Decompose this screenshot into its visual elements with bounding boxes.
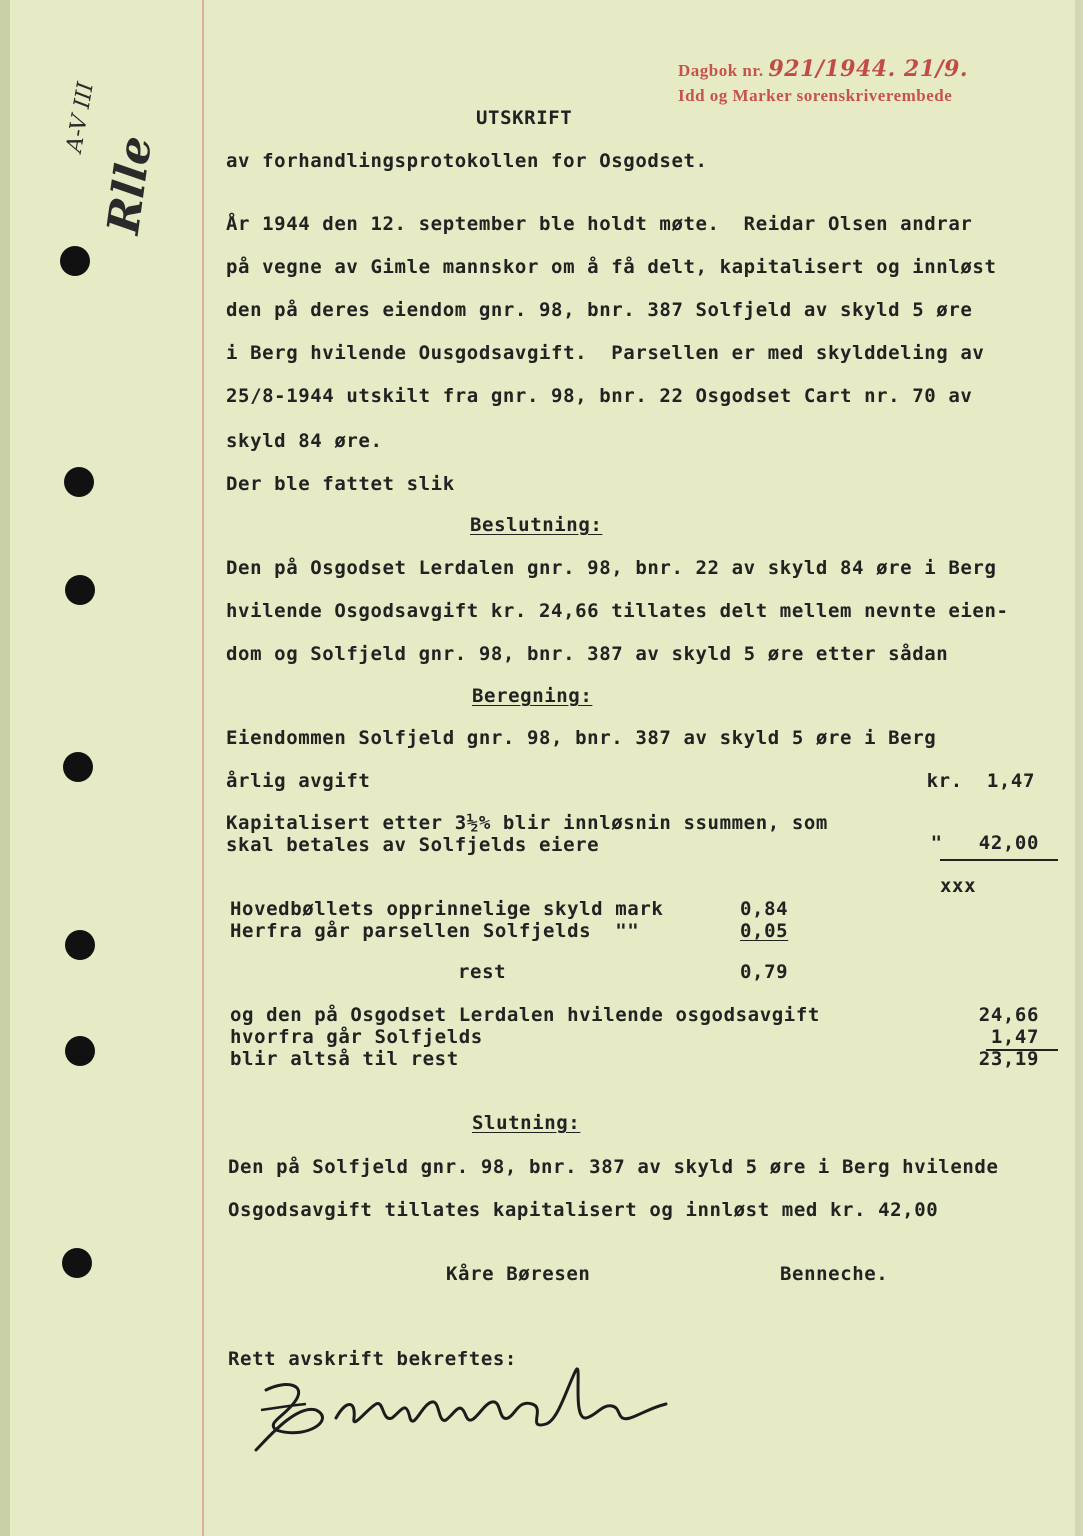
beregning-line: skal betales av Solfjelds eiere: [226, 834, 600, 856]
intro-line: Der ble fattet slik: [226, 473, 455, 495]
avgift-row-label: og den på Osgodset Lerdalen hvilende osgodsavgift: [230, 1004, 820, 1026]
slutning-line: Osgodsavgift tillates kapitalisert og innløst med kr. 42,00: [228, 1199, 939, 1221]
intro-line: skyld 84 øre.: [226, 430, 383, 452]
beregning-label: årlig avgift: [226, 770, 371, 792]
skyld-row-label: rest: [458, 961, 507, 983]
beslutning-line: Den på Osgodset Lerdalen gnr. 98, bnr. 22 av skyld 84 øre i Berg: [226, 557, 997, 579]
beslutning-line: hvilende Osgodsavgift kr. 24,66 tillates delt mellem nevnte eien-: [226, 600, 1009, 622]
intro-line: i Berg hvilende Ousgodsavgift. Parsellen er med skylddeling av: [226, 342, 985, 364]
punch-hole: [63, 752, 93, 782]
stamp-handwritten-number: 921/1944. 21/9.: [768, 56, 969, 82]
marginal-note-top: A-V III: [62, 80, 99, 155]
underline-rule: [940, 859, 1058, 861]
intro-line: den på deres eiendom gnr. 98, bnr. 387 Solfjeld av skyld 5 øre: [226, 299, 973, 321]
beregning-annual-fee: kr. 1,47: [926, 770, 1035, 792]
avgift-row-value: 1,47: [990, 1026, 1039, 1048]
marginal-note-initials: Rlle: [98, 132, 163, 238]
skyld-row-value: 0,84: [740, 898, 789, 920]
avgift-row-label: blir altså til rest: [230, 1048, 459, 1070]
certification-text: Rett avskrift bekreftes:: [228, 1348, 517, 1370]
punch-hole: [64, 467, 94, 497]
punch-hole: [60, 246, 90, 276]
beslutning-heading: Beslutning:: [470, 514, 603, 536]
intro-line: på vegne av Gimle mannskor om å få delt, kapitalisert og innløst: [226, 256, 997, 278]
punch-hole: [65, 1036, 95, 1066]
beregning-capital-sum: " 42,00: [930, 832, 1039, 854]
margin-rule: [202, 0, 204, 1536]
beregning-line: Kapitalisert etter 3½% blir innløsnin ssummen, som: [226, 812, 828, 834]
slutning-line: Den på Solfjeld gnr. 98, bnr. 387 av skyld 5 øre i Berg hvilende: [228, 1156, 999, 1178]
document-title: UTSKRIFT: [476, 107, 573, 129]
beslutning-line: dom og Solfjeld gnr. 98, bnr. 387 av skyld 5 øre etter sådan: [226, 643, 949, 665]
punch-hole: [65, 575, 95, 605]
slutning-heading: Slutning:: [472, 1112, 581, 1134]
document-subtitle: av forhandlingsprotokollen for Osgodset.: [226, 150, 708, 172]
signatory-left: Kåre Børesen: [446, 1263, 591, 1285]
registry-stamp-line1: [678, 56, 968, 82]
struck-mark: xxx: [940, 875, 977, 897]
beregning-heading: Beregning:: [472, 685, 593, 707]
skyld-row-label: Hovedbøllets opprinnelige skyld mark: [230, 898, 664, 920]
avgift-row-value: 24,66: [978, 1004, 1039, 1026]
registry-stamp-line2: Idd og Marker sorenskriverembede: [678, 86, 953, 105]
signatory-right: Benneche.: [780, 1263, 889, 1285]
punch-hole: [62, 1248, 92, 1278]
intro-line: 25/8-1944 utskilt fra gnr. 98, bnr. 22 Osgodset Cart nr. 70 av: [226, 385, 973, 407]
skyld-row-label: Herfra går parsellen Solfjelds "": [230, 920, 640, 942]
intro-line: År 1944 den 12. september ble holdt møte. Reidar Olsen andrar: [226, 213, 973, 235]
avgift-row-value: 23,19: [978, 1048, 1039, 1070]
beregning-line: Eiendommen Solfjeld gnr. 98, bnr. 387 av skyld 5 øre i Berg: [226, 727, 937, 749]
skyld-row-value: 0,05: [740, 920, 789, 942]
stamp-prefix: Dagbok nr.: [678, 61, 764, 80]
punch-hole: [65, 930, 95, 960]
avgift-row-label: hvorfra går Solfjelds: [230, 1026, 483, 1048]
handwritten-signature: [246, 1360, 676, 1460]
skyld-row-value: 0,79: [740, 961, 789, 983]
